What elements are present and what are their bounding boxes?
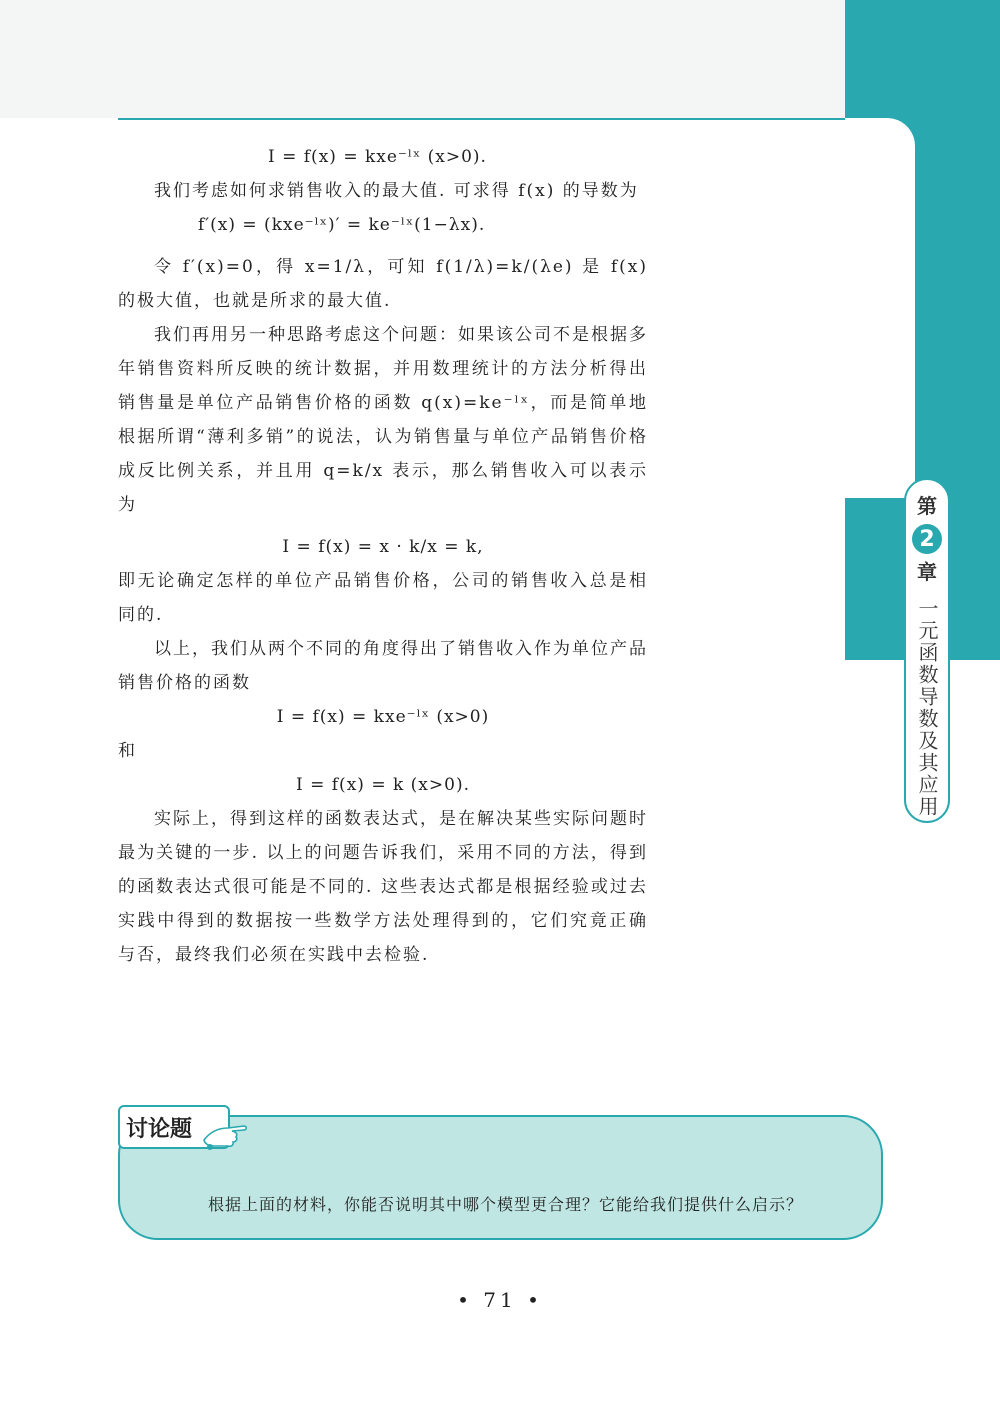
- chapter-number: 2: [912, 524, 942, 554]
- paragraph-summary: 实际上，得到这样的函数表达式，是在解决某些实际问题时最为关键的一步. 以上的问题告诉我们，采用不同的方法，得到的函数表达式很可能是不同的. 这些表达式都是根据经验或过去实践中得到的数据按一些数学方法处理得到的，它们究竟正确与否，最终我们必须在实践中去检验.: [118, 809, 648, 965]
- equation-3: I = f(x) = x · k/x = k,: [282, 537, 484, 557]
- paragraph-another-approach: 我们再用另一种思路考虑这个问题：如果该公司不是根据多年销售资料所反映的统计数据，并用数理统计的方法分析得出销售量是单位产品销售价格的函数 q(x)=ke⁻ˡˣ，而是简单地根据所谓“薄利多销”的说法，认为销售量与单位产品销售价格成反比例关系，并且用 q=k/x 表示，那么销售收入可以表示为: [118, 325, 648, 515]
- chapter-title: 一元函数导数及其应用: [915, 598, 939, 818]
- side-color-strip: [915, 118, 1000, 498]
- discussion-label-text: 讨论题: [126, 1116, 193, 1142]
- paragraph-conclusion: 即无论确定怎样的单位产品销售价格，公司的销售收入总是相同的.: [118, 571, 648, 625]
- equation-1: I = f(x) = kxe⁻ˡˣ (x>0).: [268, 147, 487, 167]
- pointing-hand-icon: [200, 1118, 250, 1152]
- main-content: [118, 140, 648, 972]
- side-bar-corner: [845, 118, 915, 498]
- discussion-question: 根据上面的材料，你能否说明其中哪个模型更合理？它能给我们提供什么启示？: [208, 1195, 804, 1214]
- paragraph-two-angles: 以上，我们从两个不同的角度得出了销售收入作为单位产品销售价格的函数: [118, 639, 648, 693]
- equation-2: f′(x) = (kxe⁻ˡˣ)′ = ke⁻ˡˣ(1−λx).: [198, 215, 486, 235]
- header-rule: [118, 118, 845, 120]
- chapter-prefix: 第: [917, 494, 937, 518]
- page-number: • 71 •: [457, 1288, 543, 1312]
- paragraph-and: 和: [118, 741, 137, 761]
- header-band: [0, 0, 845, 118]
- equation-5: I = f(x) = k (x>0).: [296, 775, 470, 795]
- equation-4: I = f(x) = kxe⁻ˡˣ (x>0): [276, 707, 490, 727]
- paragraph-maximum: 令 f′(x)=0，得 x=1/λ，可知 f(1/λ)=k/(λe) 是 f(x) 的极大值，也就是所求的最大值.: [118, 257, 648, 311]
- chapter-tab[interactable]: [904, 478, 950, 823]
- paragraph-derivative: 我们考虑如何求销售收入的最大值. 可求得 f(x) 的导数为: [154, 181, 639, 201]
- chapter-suffix: 章: [917, 560, 937, 584]
